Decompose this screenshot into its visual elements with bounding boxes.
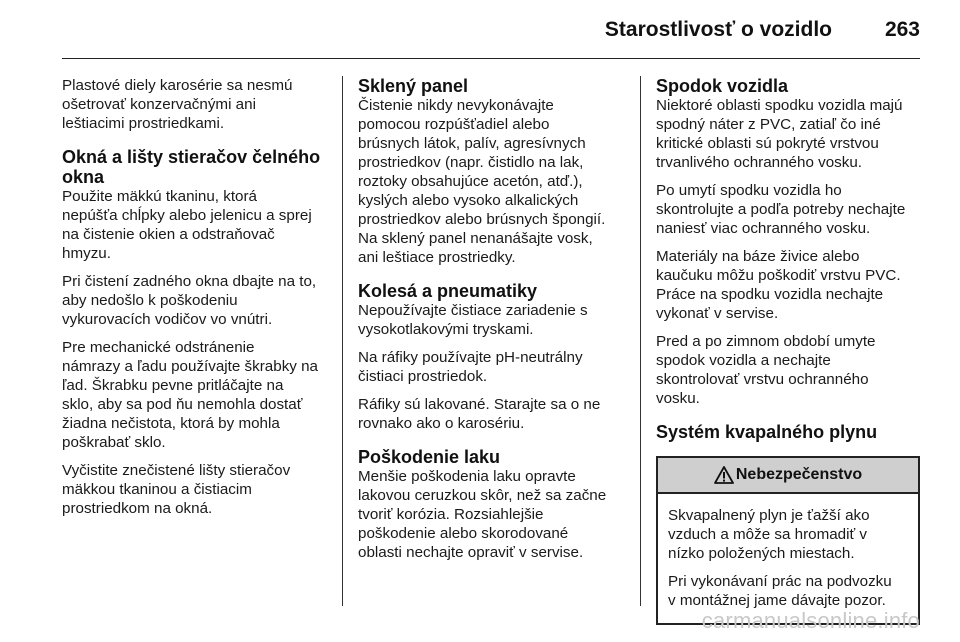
column-right bbox=[656, 76, 920, 625]
page-title: Starostlivosť o vozidlo bbox=[604, 18, 832, 41]
danger-box-title: Nebezpečenstvo bbox=[735, 466, 863, 483]
intro-paragraph: Plastové diely karosérie sa nesmú ošetrovať konzervačnými ani leštiacimi prostriedkami. bbox=[62, 77, 293, 132]
danger-paragraph: Pri vykonávaní prác na podvozku v montážnej jame dávajte pozor. bbox=[668, 573, 892, 609]
column-middle bbox=[358, 76, 620, 571]
warning-triangle-icon bbox=[714, 466, 734, 484]
underbody-paragraph: Materiály na báze živice alebo kaučuku môžu poškodiť vrstvu PVC. Práce na spodku vozidla nechajte vykonať v servise. bbox=[656, 248, 901, 322]
windows-paragraph: Pri čistení zadného okna dbajte na to, aby nedošlo k poškodeniu vykurovacích vodičov vo vnútri. bbox=[62, 273, 317, 328]
column-divider bbox=[640, 76, 641, 606]
glass-paragraph: Čistenie nikdy nevykonávajte pomocou rozpúšťadiel alebo brúsnych látok, palív, agresívnych prostriedkov (napr. čistidlo na lak, roztoky obsahujúce acetón, atď.), kyslých alebo vysoko alkalických prostriedkov alebo brúsnych špongií. Na sklený panel nenanášajte vosk, ani leštiace prostriedky. bbox=[358, 97, 606, 266]
paint-section bbox=[358, 447, 620, 562]
windows-paragraph: Pre mechanické odstránenie námrazy a ľadu používajte škrabky na ľad. Škrabku pevne pritláčajte na sklo, aby sa pod ňu nemohla dostať žiadna nečistota, ktorá by mohla poškrabať sklo. bbox=[62, 339, 318, 451]
wheels-heading: Kolesá a pneumatiky bbox=[358, 281, 538, 301]
danger-box bbox=[656, 456, 920, 625]
underbody-section bbox=[656, 76, 920, 408]
danger-paragraph: Skvapalnený plyn je ťažší ako vzduch a môže sa hromadiť v nízko položených miestach. bbox=[668, 507, 870, 562]
underbody-paragraph: Niektoré oblasti spodku vozidla majú spodný náter z PVC, zatiaľ čo iné kritické oblasti sú pokryté vrstvou trvanlivého ochranného vosku. bbox=[656, 97, 903, 171]
underbody-paragraph: Po umytí spodku vozidla ho skontrolujte a podľa potreby nechajte naniesť viac ochranného vosku. bbox=[656, 182, 906, 237]
underbody-heading: Spodok vozidla bbox=[656, 76, 789, 96]
column-divider bbox=[342, 76, 343, 606]
glass-section bbox=[358, 76, 620, 267]
column-left bbox=[62, 76, 324, 527]
wheels-section bbox=[358, 281, 620, 433]
underbody-paragraph: Pred a po zimnom období umyte spodok vozidla a nechajte skontrolovať vrstvu ochranného vosku. bbox=[656, 333, 876, 407]
wheels-paragraph: Ráfiky sú lakované. Starajte sa o ne rovnako ako o karosériu. bbox=[358, 396, 601, 432]
lpg-heading: Systém kvapalného plynu bbox=[656, 422, 878, 442]
paint-heading: Poškodenie laku bbox=[358, 447, 501, 467]
danger-box-body bbox=[658, 494, 918, 623]
page-number: 263 bbox=[884, 18, 920, 41]
windows-heading: Okná a lišty stieračov čelného okna bbox=[62, 147, 321, 187]
lpg-section bbox=[656, 422, 920, 625]
windows-paragraph: Použite mäkkú tkaninu, ktorá nepúšťa chĺpky alebo jelenicu a sprej na čistenie okien a odstraňovač hmyzu. bbox=[62, 188, 312, 262]
paint-paragraph: Menšie poškodenia laku opravte lakovou ceruzkou skôr, než sa začne tvoriť korózia. Rozsiahlejšie poškodenie alebo skorodované oblasti nechajte opraviť v servise. bbox=[358, 468, 607, 561]
watermark: carmanualsonline.info bbox=[701, 608, 920, 633]
page-header bbox=[62, 0, 920, 59]
wheels-paragraph: Nepoužívajte čistiace zariadenie s vysokotlakovými tryskami. bbox=[358, 302, 588, 338]
wheels-paragraph: Na ráfiky používajte pH-neutrálny čistiaci prostriedok. bbox=[358, 349, 583, 385]
danger-box-header bbox=[658, 458, 918, 494]
intro-section bbox=[62, 76, 324, 133]
windows-section bbox=[62, 147, 324, 518]
glass-heading: Sklený panel bbox=[358, 76, 469, 96]
windows-paragraph: Vyčistite znečistené lišty stieračov mäkkou tkaninou a čistiacim prostriedkom na okná. bbox=[62, 462, 291, 517]
